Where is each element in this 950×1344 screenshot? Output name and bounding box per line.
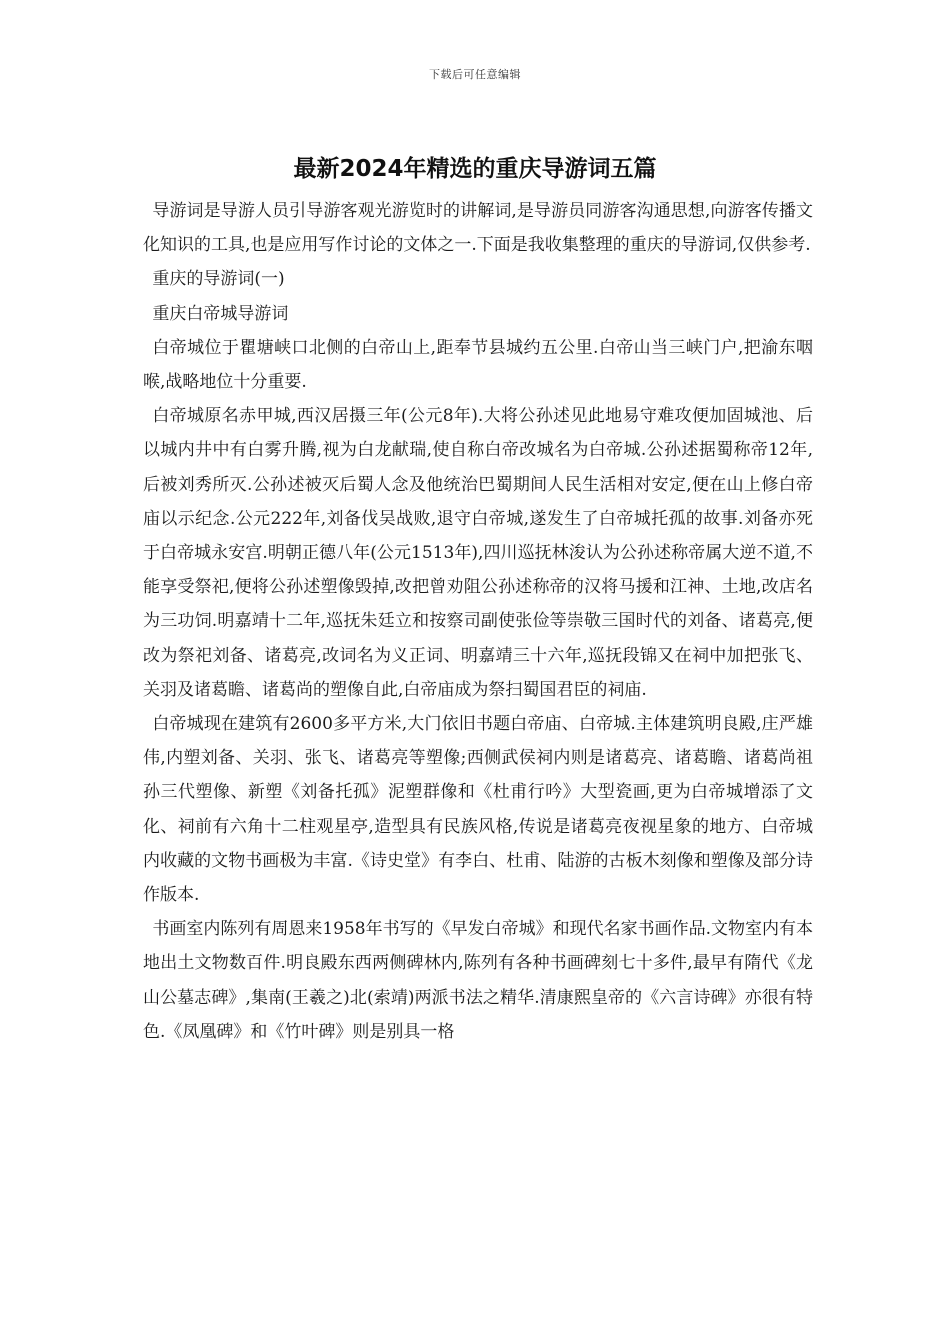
subsection-heading: 重庆白帝城导游词: [152, 303, 289, 324]
document-body: [143, 194, 813, 1049]
section-heading: 重庆的导游词(一): [152, 269, 285, 290]
paragraph: 白帝城原名赤甲城,西汉居摄三年(公元8年).大将公孙述见此地易守难攻便加固城池、后以城内井中有白雾升腾,视为白龙献瑞,使自称白帝改城名为白帝城.公孙述据蜀称帝12年,后被刘秀所灭.公孙述被灭后蜀人念及他统治巴蜀期间人民生活相对安定,便在山上修白帝庙以示纪念.公元222年,刘备伐吴战败,退守白帝城,遂发生了白帝城托孤的故事.刘备亦死于白帝城永安宫.明朝正德八年(公元1513年),四川巡抚林浚认为公孙述称帝属大逆不道,不能享受祭祀,便将公孙述塑像毁掉,改把曾劝阻公孙述称帝的汉将马援和江神、土地,改店名为三功饲.明嘉靖十二年,巡抚朱廷立和按察司副使张俭等崇敬三国时代的刘备、诸葛亮,便改为祭祀刘备、诸葛亮,改词名为义正词、明嘉靖三十六年,巡抚段锦又在祠中加把张飞、关羽及诸葛瞻、诸葛尚的塑像自此,白帝庙成为祭扫蜀国君臣的祠庙.: [143, 406, 813, 700]
document-title: 最新2024年精选的重庆导游词五篇: [293, 156, 657, 182]
header-note: 下载后可任意编辑: [429, 68, 521, 81]
paragraph: 书画室内陈列有周恩来1958年书写的《早发白帝城》和现代名家书画作品.文物室内有本地出土文物数百件.明良殿东西两侧碑林内,陈列有各种书画碑刻七十多件,最早有隋代《龙山公墓志碑》,集南(王羲之)北(索靖)两派书法之精华.清康熙皇帝的《六言诗碑》亦很有特色.《凤凰碑》和《竹叶碑》则是别具一格: [143, 919, 814, 1042]
paragraph: 白帝城位于瞿塘峡口北侧的白帝山上,距奉节县城约五公里.白帝山当三峡门户,把渝东咽喉,战略地位十分重要.: [143, 337, 813, 393]
paragraph-intro: 导游词是导游人员引导游客观光游览时的讲解词,是导游员同游客沟通思想,向游客传播文化知识的工具,也是应用写作讨论的文体之一.下面是我收集整理的重庆的导游词,仅供参考.: [143, 201, 813, 256]
paragraph: 白帝城现在建筑有2600多平方米,大门依旧书题白帝庙、白帝城.主体建筑明良殿,庄严雄伟,内塑刘备、关羽、张飞、诸葛亮等塑像;西侧武侯祠内则是诸葛亮、诸葛瞻、诸葛尚祖孙三代塑像、新塑《刘备托孤》泥塑群像和《杜甫行吟》大型瓷画,更为白帝城增添了文化、祠前有六角十二柱观星亭,造型具有民族风格,传说是诸葛亮夜视星象的地方、白帝城内收藏的文物书画极为丰富.《诗史堂》有李白、杜甫、陆游的古板木刻像和塑像及部分诗作版本.: [143, 714, 813, 906]
